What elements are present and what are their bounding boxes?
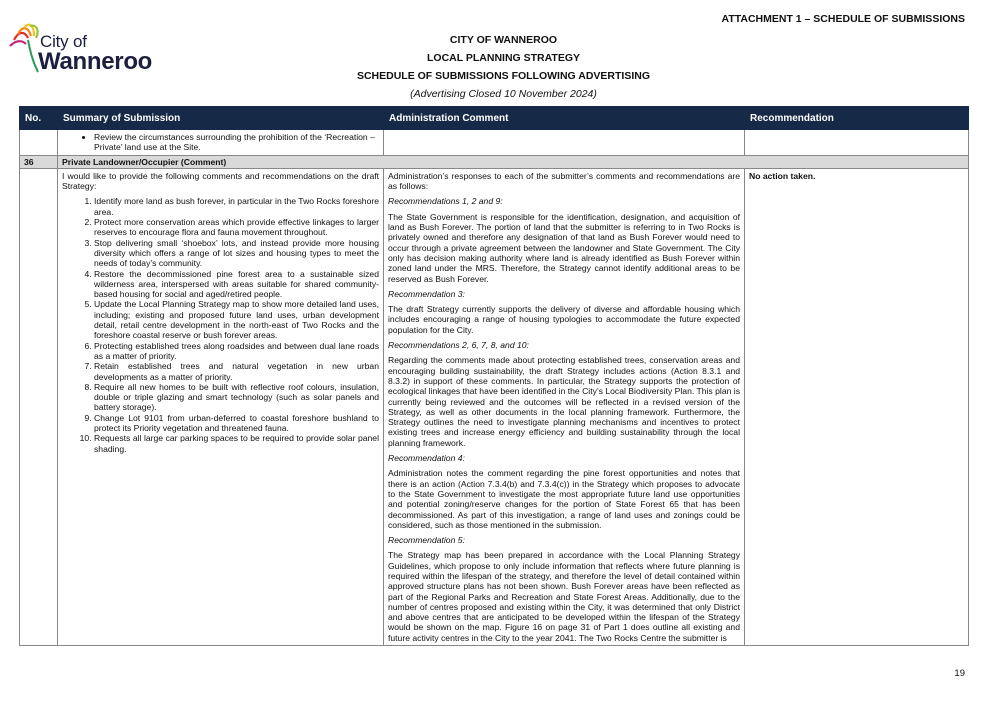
table-row-submission [20, 168, 969, 645]
submission-number: 36 [20, 155, 58, 168]
list-item: 10. Requests all large car parking spaces to be required to provide solar panel shading. [94, 433, 379, 454]
submitter-label: Private Landowner/Occupier (Comment) [58, 155, 969, 168]
list-item: 4. Restore the decommissioned pine forest area to a sustainable sized wilderness area, interspersed with areas suitable for shared community-based housing for social and aged/retired people. [94, 269, 379, 300]
list-item: 8. Require all new homes to be built with reflective roof colours, insulation, double or triple glazing and smart technology (such as solar panels and battery storage). [94, 382, 379, 413]
list-item: 7. Retain established trees and natural vegetation in new urban developments as a matter of priority. [94, 361, 379, 382]
logo-city-text: City of [40, 32, 87, 51]
recommendation-text: No action taken. [749, 170, 816, 181]
logo-name-text: Wanneroo [38, 48, 153, 75]
comment-text: Regarding the comments made about protecting established trees, conservation areas and encouraging building sustainability, the draft Strategy includes actions (Action 8.3.1 and 8.3.2) in support of these comments. In particular, the Strategy supports the protection of ecological linkages that have been identified in the City’s Local Biodiversity Plan. This plan is currently being reviewed and the outcomes will be reflected in a revised version of the Strategy, as well as other documents in the local planning framework. Furthermore, the Strategy outlines the need to investigate planning mechanisms and incentives to protect existing trees and increase energy efficiency and building sustainability through the local planning framework. [388, 355, 740, 448]
comment-cell [384, 168, 745, 645]
col-header-summary: Summary of Submission [58, 107, 384, 130]
title-schedule: SCHEDULE OF SUBMISSIONS FOLLOWING ADVERTISING [356, 70, 651, 82]
attachment-heading: ATTACHMENT 1 – SCHEDULE OF SUBMISSIONS [721, 13, 965, 25]
comment-heading: Recommendations 2, 6, 7, 8, and 10: [388, 340, 529, 351]
col-header-comment: Administration Comment [384, 107, 745, 130]
carryover-summary-cell [58, 130, 384, 156]
list-item: 1. Identify more land as bush forever, in particular in the Two Rocks foreshore area. [94, 196, 379, 217]
document-titles [0, 31, 1007, 103]
comment-heading: Recommendations 1, 2 and 9: [388, 196, 503, 207]
comment-heading: Recommendation 4: [388, 453, 465, 464]
carryover-bullet: • Review the circumstances surrounding the prohibition of the ‘Recreation – Private’ land use at the Site. [94, 132, 379, 153]
list-item: 9. Change Lot 9101 from urban-deferred to coastal foreshore bushland to protect its Priority vegetation and threatened fauna. [94, 413, 379, 434]
title-advertising: (Advertising Closed 10 November 2024) [410, 88, 597, 100]
recommendations-list [62, 196, 379, 453]
col-header-recommendation: Recommendation [745, 107, 969, 130]
comment-text: The Strategy map has been prepared in accordance with the Local Planning Strategy Guidelines, which propose to only include information that reflects where future planning is required within the lifespan of the strategy, and therefore the level of detail contained within approved structure plans has not been shown. Bush Forever areas have been reflected as part of the Regional Parks and Recreation and State Forest Areas. Additionally, due to the number of centres proposed and existing within the City, it was determined that only District and above centres that are anticipated to be developed within the lifespan of the Strategy would be shown on the map. Figure 16 on page 31 of Part 1 does outline all existing and future activity centres in the City to the year 2041. The Two Rocks Centre the submitter is [388, 550, 740, 643]
table-row-carryover [20, 130, 969, 156]
summary-cell [58, 168, 384, 645]
list-item: 6. Protecting established trees along roadsides and between dual lane roads as a matter of priority. [94, 341, 379, 362]
comment-text: The State Government is responsible for the identification, designation, and acquisition of land as Bush Forever. The portion of land that the submitter is referring to in Two Rocks is privately owned and therefore any designation of that land as Bush Forever would need to occur through a private agreement between the landowner and State Government. The City only has decision making authority where land is already identified as Bush Forever within zoned land under the MRS. Therefore, the Strategy cannot identify additional areas to be reserved as Bush Forever. [388, 211, 740, 284]
comment-text: Administration notes the comment regarding the pine forest opportunities and notes that there is an action (Action 7.3.4(b) and 7.3.4(c)) in the Strategy which proposes to advocate to the State Government to investigate the most appropriate future land use opportunities and potential zoning/reserve changes for the portion of State Forest 65 that has been decommissioned. As part of this investigation, a range of land uses and zonings could be considered, such as those mentioned in the submission. [388, 468, 740, 530]
list-item: 2. Protect more conservation areas which provide effective linkages to larger reserves to encourage flora and fauna movement throughout. [94, 217, 379, 238]
recommendation-cell [745, 168, 969, 645]
table-header-row [20, 107, 969, 130]
list-item: 5. Update the Local Planning Strategy map to show more detailed land uses, including; existing and proposed future land uses, urban development detail, retail centre development in the north-east of Two Rocks and the foreshore coastal reserve or bush forever areas. [94, 299, 379, 340]
summary-intro: I would like to provide the following comments and recommendations on the draft Strategy: [62, 170, 379, 192]
comment-intro: Administration’s responses to each of the submitter’s comments and recommendations are as follows: [388, 170, 740, 192]
title-city: CITY OF WANNEROO [449, 34, 558, 46]
list-item: 3. Stop delivering small ‘shoebox’ lots, and instead provide more housing diversity which offers a range of lot sizes and housing types to meet the needs of today’s community. [94, 238, 379, 269]
comment-text: The draft Strategy currently supports the delivery of diverse and affordable housing which includes encouraging a range of housing typologies to accommodate the future expected population for the City. [388, 304, 740, 335]
submission-header-row [20, 155, 969, 168]
submissions-table [19, 106, 969, 646]
col-header-number: No. [20, 107, 58, 130]
comment-heading: Recommendation 3: [388, 288, 465, 299]
comment-heading: Recommendation 5: [388, 535, 465, 546]
page-number: 19 [954, 668, 965, 679]
title-strategy: LOCAL PLANNING STRATEGY [426, 52, 581, 64]
